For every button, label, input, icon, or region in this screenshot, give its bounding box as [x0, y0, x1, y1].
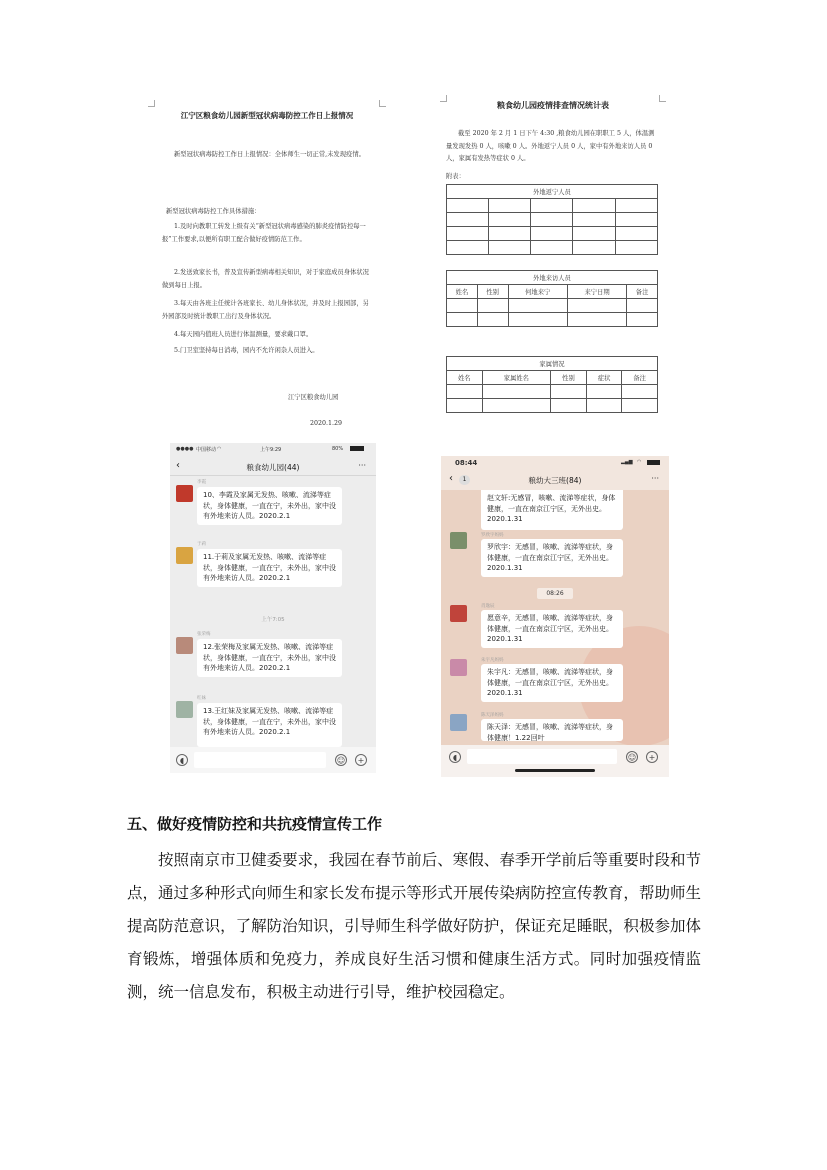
chat-header — [441, 470, 669, 490]
time-divider: 上午7:05 — [261, 617, 285, 623]
emoji-icon[interactable]: ☺ — [336, 756, 346, 765]
sender-name: 罗欣宇妈妈 — [481, 533, 504, 538]
avatar — [176, 485, 193, 502]
sender-name: 朱宇凡妈妈 — [481, 658, 504, 663]
status-time: 08:44 — [455, 459, 478, 467]
chat-input-bar — [170, 747, 376, 773]
memo-item-3: 3.每天由各班主任统计各班家长、幼儿身体状况，并及时上报园部，另外园部及时统计教职工出行及身体状况。 — [162, 300, 369, 320]
chat-title: 粮食幼儿园(44) — [246, 463, 300, 472]
sender-name: 李霞 — [197, 480, 206, 485]
chat-bubble: 13.王红妹及家属无发热、咳嗽、流涕等症状，身体健康，一直在宁，未外出，家中没有外地来访人员。2020.2.1 — [197, 703, 342, 747]
status-bar — [170, 443, 376, 455]
unread-badge: 1 — [459, 475, 470, 485]
chat-bubble: 愿意辛，无感冒，咳嗽、流涕等症状，身体健康，一直在南京江宁区，无外出史。2020.1.31 — [481, 610, 623, 648]
emoji-icon[interactable]: ☺ — [627, 753, 637, 762]
stats-appendix: 附表： — [446, 173, 465, 180]
memo-measures-title: 新型冠状病毒防控工作具体措施： — [166, 208, 261, 215]
memo-document-image — [148, 100, 386, 435]
table-header: 性别 — [551, 371, 587, 385]
sender-name: 于莉 — [197, 542, 206, 547]
section-body — [127, 844, 701, 1009]
signal-icon: ●●●● — [176, 446, 194, 452]
avatar — [450, 532, 467, 549]
table-header: 家属姓名 — [482, 371, 551, 385]
battery-icon — [647, 460, 660, 465]
memo-item-1: 1.及时向教职工转发上级有关“新型冠状病毒感染的肺炎疫情防控每一报”工作要求,以便所有职工配合做好疫情防范工作。 — [162, 223, 366, 243]
battery-percent: 80% — [332, 446, 344, 452]
wifi-icon: ◠ — [637, 459, 642, 465]
table-header: 姓名 — [447, 285, 478, 299]
chat-input-bar — [441, 745, 669, 777]
section-paragraph: 按照南京市卫健委要求，我园在春节前后、寒假、春季开学前后等重要时段和节点，通过多种形式向师生和家长发布提示等形式开展传染病防控宣传教育，帮助师生提高防范意识，了解防治知识，引导师生科学做好防护，保证充足睡眠，积极参加体育锻炼，增强体质和免疫力，养成良好生活习惯和健康生活方式。同时加强疫情监测，统一信息发布，积极主动进行引导，维护校园稳定。 — [127, 851, 701, 1001]
chat-bubble: 朱宇凡：无感冒，咳嗽、流涕等症状，身体健康，一直在南京江宁区，无外出史。2020.1.31 — [481, 664, 623, 702]
table-title: 家属情况 — [447, 357, 658, 371]
back-button[interactable]: ‹ — [176, 460, 180, 471]
avatar — [176, 701, 193, 718]
back-button[interactable]: ‹ — [449, 473, 453, 484]
voice-icon[interactable]: ◖ — [449, 751, 461, 763]
memo-date: 2020.1.29 — [310, 420, 343, 427]
visitor-table — [446, 270, 658, 327]
time-divider: 08:26 — [537, 588, 573, 599]
divider — [170, 475, 376, 476]
table-header: 备注 — [622, 371, 658, 385]
status-time: 上午9:29 — [260, 447, 282, 453]
home-indicator — [515, 769, 595, 772]
more-button[interactable]: ··· — [358, 461, 366, 470]
signal-icon: ▂▄▆ — [621, 459, 633, 465]
sender-name: 肖逸辰 — [481, 604, 495, 609]
table-header: 症状 — [586, 371, 622, 385]
avatar — [450, 714, 467, 731]
wifi-icon: ◠ — [217, 446, 222, 452]
table-header: 何地来宁 — [508, 285, 567, 299]
family-table — [446, 356, 658, 413]
memo-item-4: 4.每天园内值班人员进行体温测量，要求戴口罩。 — [174, 331, 313, 338]
section-heading: 五、做好疫情防控和共抗疫情宣传工作 — [127, 815, 383, 833]
stats-document-image — [440, 95, 666, 435]
table-header: 备注 — [627, 285, 658, 299]
message-input[interactable] — [194, 752, 326, 768]
avatar — [176, 637, 193, 654]
table-title: 外地返宁人员 — [447, 185, 658, 199]
stats-title: 粮食幼儿园疫情排查情况统计表 — [497, 100, 609, 110]
memo-signature: 江宁区粮食幼儿园 — [288, 394, 339, 401]
chat-bubble: 10、李霞及家属无发热、咳嗽、流涕等症状，身体健康，一直在宁，未外出，家中没有外地来访人员。2020.2.1 — [197, 487, 342, 525]
voice-icon[interactable]: ◖ — [176, 754, 188, 766]
chat-screenshot-2 — [441, 456, 669, 777]
memo-item-2: 2.发送致家长书，普及宣传新型病毒相关知识，对于家庭成员身体状况做到每日上报。 — [162, 269, 369, 289]
avatar — [450, 605, 467, 622]
chat-bubble: 陈天泽：无感冒，咳嗽、流涕等症状，身体健康！1.22回叶 — [481, 719, 623, 741]
memo-title: 江宁区粮食幼儿园新型冠状病毒防控工作日上报情况 — [180, 111, 354, 120]
chat-bubble: 12.张荣梅及家属无发热、咳嗽、流涕等症状，身体健康，一直在宁，未外出，家中没有外地来访人员。2020.2.1 — [197, 639, 342, 677]
chat-bubble: 11.于莉及家属无发热、咳嗽、流涕等症状，身体健康，一直在宁，未外出，家中没有外地来访人员。2020.2.1 — [197, 549, 342, 587]
avatar — [176, 547, 193, 564]
table-header: 来宁日期 — [567, 285, 626, 299]
plus-icon[interactable]: + — [355, 754, 367, 766]
stats-intro: 截至 2020 年 2 月 1 日下午 4:30 ,粮食幼儿园在职职工 5 人，体温测量发现发热 0 人，咳嗽 0 人。外地返宁人员 0 人，家中有外地来访人员 0 人，家属有发热等症状 0 人。 — [446, 130, 655, 162]
chat-screenshot-1 — [170, 443, 376, 773]
battery-icon — [350, 446, 364, 451]
status-bar — [441, 456, 669, 470]
table-header: 性别 — [477, 285, 508, 299]
table-title: 外地来访人员 — [447, 271, 658, 285]
message-input[interactable] — [467, 749, 617, 764]
returnee-table — [446, 184, 658, 255]
chat-title: 粮幼大三班(84) — [528, 476, 582, 485]
carrier-label: 中国移动 — [196, 447, 217, 453]
sender-name: 红妹 — [197, 696, 206, 701]
chat-bubble: 赵文轩:无感冒，咳嗽、流涕等症状，身体健康，一直在南京江宁区，无外出史。2020.1.31 — [481, 490, 623, 530]
memo-intro: 新型冠状病毒防控工作日上报情况：全体师生一切正常,未发现疫情。 — [174, 151, 365, 158]
chat-bubble: 罗欣宇：无感冒，咳嗽、流涕等症状，身体健康，一直在南京江宁区，无外出史。2020.1.31 — [481, 539, 623, 577]
avatar — [450, 659, 467, 676]
sender-name: 张荣梅 — [197, 632, 211, 637]
plus-icon[interactable]: + — [646, 751, 658, 763]
table-header: 姓名 — [447, 371, 483, 385]
memo-item-5: 5.门卫室坚持每日消毒，园内不允许闲杂人员进入。 — [174, 347, 319, 354]
sender-name: 陈天泽妈妈 — [481, 713, 504, 718]
more-button[interactable]: ··· — [651, 474, 659, 483]
